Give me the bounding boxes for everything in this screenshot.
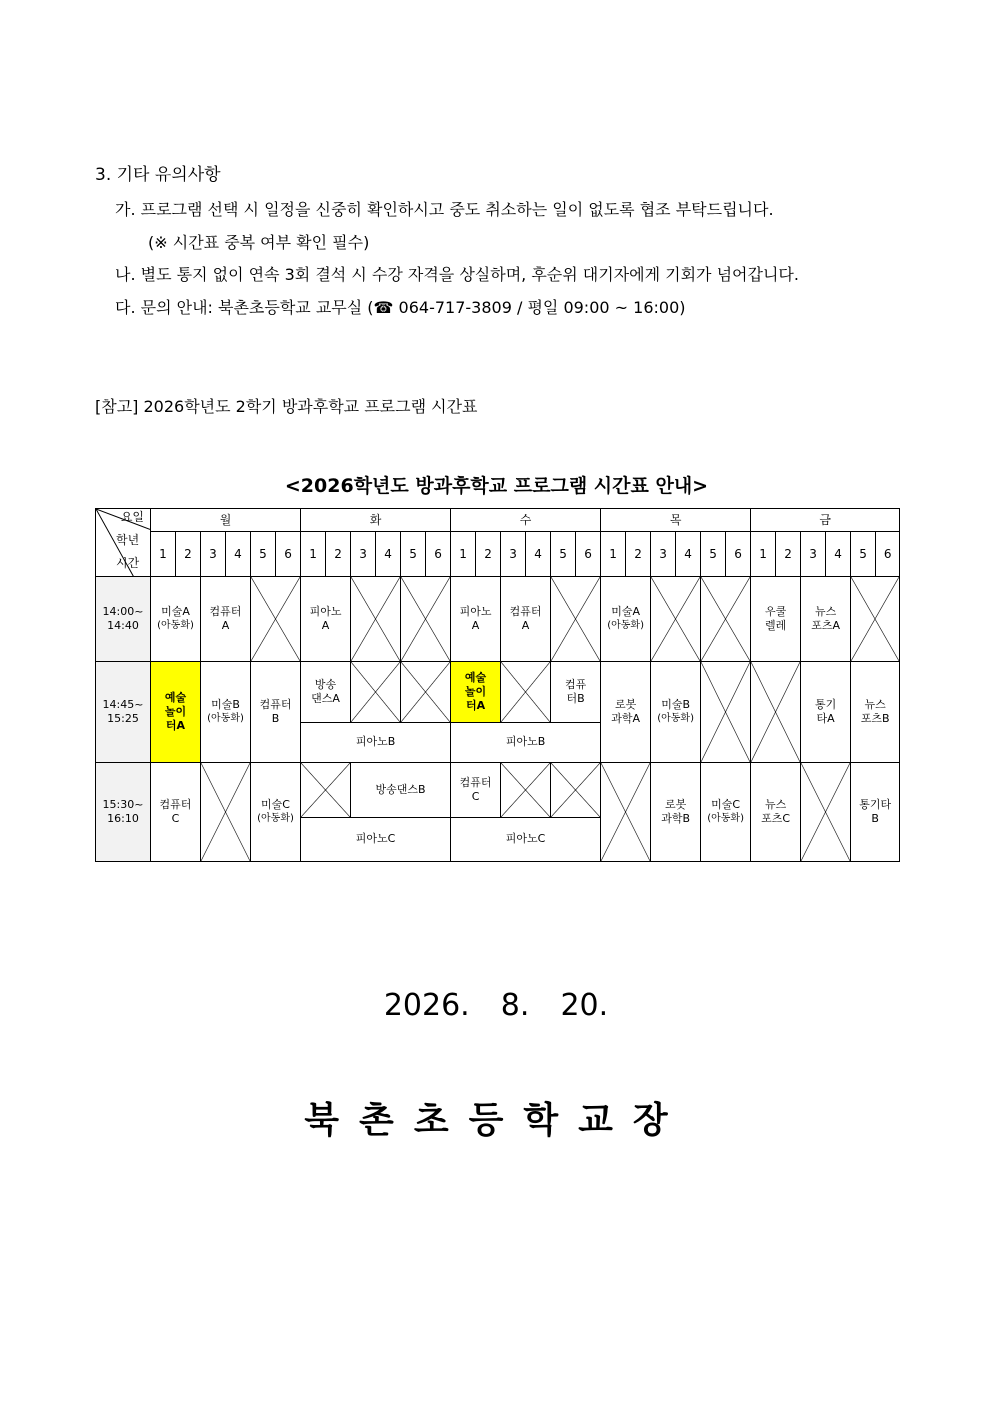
document-date: 2026. 8. 20. (383, 988, 609, 1023)
grade-header: 6 (276, 532, 301, 577)
class-cell: 통기 타A (801, 662, 851, 762)
corner-time-label: 시간 (116, 556, 140, 570)
class-cell: 피아노B (301, 722, 451, 762)
class-cell: 뉴스 포츠A (801, 577, 851, 662)
no-class-cell (651, 577, 701, 662)
class-cell: 우쿨 렐레 (751, 577, 801, 662)
no-class-cell (551, 577, 601, 662)
grade-header: 4 (676, 532, 701, 577)
time-slot-1 (96, 577, 151, 662)
class-cell: 미술C (아동화) (701, 762, 751, 861)
time-slot-2 (96, 662, 151, 762)
corner-grade-label: 학년 (116, 533, 140, 547)
corner-day-label: 요일 (120, 510, 144, 524)
time-end: 14:40 (107, 619, 139, 633)
class-cell: 미술A (아동화) (601, 577, 651, 662)
no-class-cell (801, 762, 851, 861)
class-cell: 컴퓨터 C (451, 762, 501, 817)
grade-header: 3 (801, 532, 826, 577)
day-header-thu: 목 (601, 509, 751, 532)
grade-header: 6 (726, 532, 751, 577)
no-class-cell (701, 577, 751, 662)
grade-header: 6 (876, 532, 900, 577)
no-class-cell (751, 662, 801, 762)
grade-header: 4 (826, 532, 851, 577)
class-cell: 미술B (아동화) (651, 662, 701, 762)
class-cell: 뉴스 포츠B (851, 662, 900, 762)
class-cell: 피아노C (301, 817, 451, 861)
no-class-cell (351, 662, 401, 722)
no-class-cell (251, 577, 301, 662)
no-class-cell (701, 662, 751, 762)
grade-header: 6 (426, 532, 451, 577)
no-class-cell (851, 577, 900, 662)
time-end: 16:10 (107, 811, 139, 825)
timetable-corner-header (96, 509, 151, 577)
note-item-1: 가. 프로그램 선택 시 일정을 신중히 확인하시고 중도 취소하는 일이 없도록 협조 부탁드립니다. (115, 200, 774, 219)
day-header-tue: 화 (301, 509, 451, 532)
no-class-cell (301, 762, 351, 817)
no-class-cell (401, 662, 451, 722)
class-cell: 컴퓨터 C (151, 762, 201, 861)
grade-header: 3 (501, 532, 526, 577)
grade-header: 2 (626, 532, 651, 577)
grade-header: 6 (576, 532, 601, 577)
no-class-cell (401, 577, 451, 662)
grade-header: 5 (401, 532, 426, 577)
day-header-mon: 월 (151, 509, 301, 532)
grade-header: 4 (226, 532, 251, 577)
no-class-cell (201, 762, 251, 861)
grade-header: 4 (376, 532, 401, 577)
day-header-fri: 금 (751, 509, 900, 532)
signer-name: 북촌초등학교장 (304, 1100, 688, 1141)
class-cell: 미술B (아동화) (201, 662, 251, 762)
note-item-3: 다. 문의 안내: 북촌초등학교 교무실 (☎ 064-717-3809 / 평일 09:00 ~ 16:00) (115, 298, 686, 317)
class-cell: 컴퓨터 A (201, 577, 251, 662)
day-header-wed: 수 (451, 509, 601, 532)
time-end: 15:25 (107, 712, 139, 726)
class-cell: 방송 댄스A (301, 662, 351, 722)
time-start: 15:30~ (102, 797, 144, 811)
note-item-2: 나. 별도 통지 없이 연속 3회 결석 시 수강 자격을 상실하며, 후순위 대기자에게 기회가 넘어갑니다. (115, 265, 799, 284)
class-cell: 피아노 A (301, 577, 351, 662)
class-cell: 뉴스 포츠C (751, 762, 801, 861)
class-cell-highlighted: 예술 놀이 터A (451, 662, 501, 722)
no-class-cell (601, 762, 651, 861)
class-cell: 방송댄스B (351, 762, 451, 817)
grade-header: 2 (176, 532, 201, 577)
class-cell: 컴퓨터 A (501, 577, 551, 662)
timetable-title: <2026학년도 방과후학교 프로그램 시간표 안내> (284, 475, 709, 497)
no-class-cell (501, 662, 551, 722)
no-class-cell (351, 577, 401, 662)
no-class-cell (501, 762, 551, 817)
class-cell: 피아노B (451, 722, 601, 762)
class-cell: 피아노 A (451, 577, 501, 662)
class-cell-highlighted: 예술 놀이 터A (151, 662, 201, 762)
class-cell: 미술C (아동화) (251, 762, 301, 861)
grade-header: 3 (201, 532, 226, 577)
grade-header: 4 (526, 532, 551, 577)
grade-header: 2 (476, 532, 501, 577)
grade-header: 1 (601, 532, 626, 577)
time-slot-3 (96, 762, 151, 861)
grade-header: 5 (701, 532, 726, 577)
grade-header: 5 (851, 532, 876, 577)
class-cell: 통기타 B (851, 762, 900, 861)
class-cell: 피아노C (451, 817, 601, 861)
grade-header: 1 (301, 532, 326, 577)
grade-header: 2 (326, 532, 351, 577)
note-item-1-sub: (※ 시간표 중복 여부 확인 필수) (148, 233, 370, 252)
reference-title: [참고] 2026학년도 2학기 방과후학교 프로그램 시간표 (95, 397, 478, 416)
time-start: 14:00~ (102, 605, 144, 619)
class-cell: 컴퓨 터B (551, 662, 601, 722)
no-class-cell (551, 762, 601, 817)
class-cell: 미술A (아동화) (151, 577, 201, 662)
grade-header: 5 (551, 532, 576, 577)
timetable (95, 508, 899, 862)
grade-header: 3 (651, 532, 676, 577)
grade-header: 1 (751, 532, 776, 577)
class-cell: 컴퓨터 B (251, 662, 301, 762)
grade-header: 2 (776, 532, 801, 577)
grade-header: 5 (251, 532, 276, 577)
grade-header: 1 (151, 532, 176, 577)
grade-header: 1 (451, 532, 476, 577)
time-start: 14:45~ (102, 698, 144, 712)
class-cell: 로봇 과학B (651, 762, 701, 861)
grade-header: 3 (351, 532, 376, 577)
notes-title: 3. 기타 유의사항 (95, 165, 221, 185)
class-cell: 로봇 과학A (601, 662, 651, 762)
